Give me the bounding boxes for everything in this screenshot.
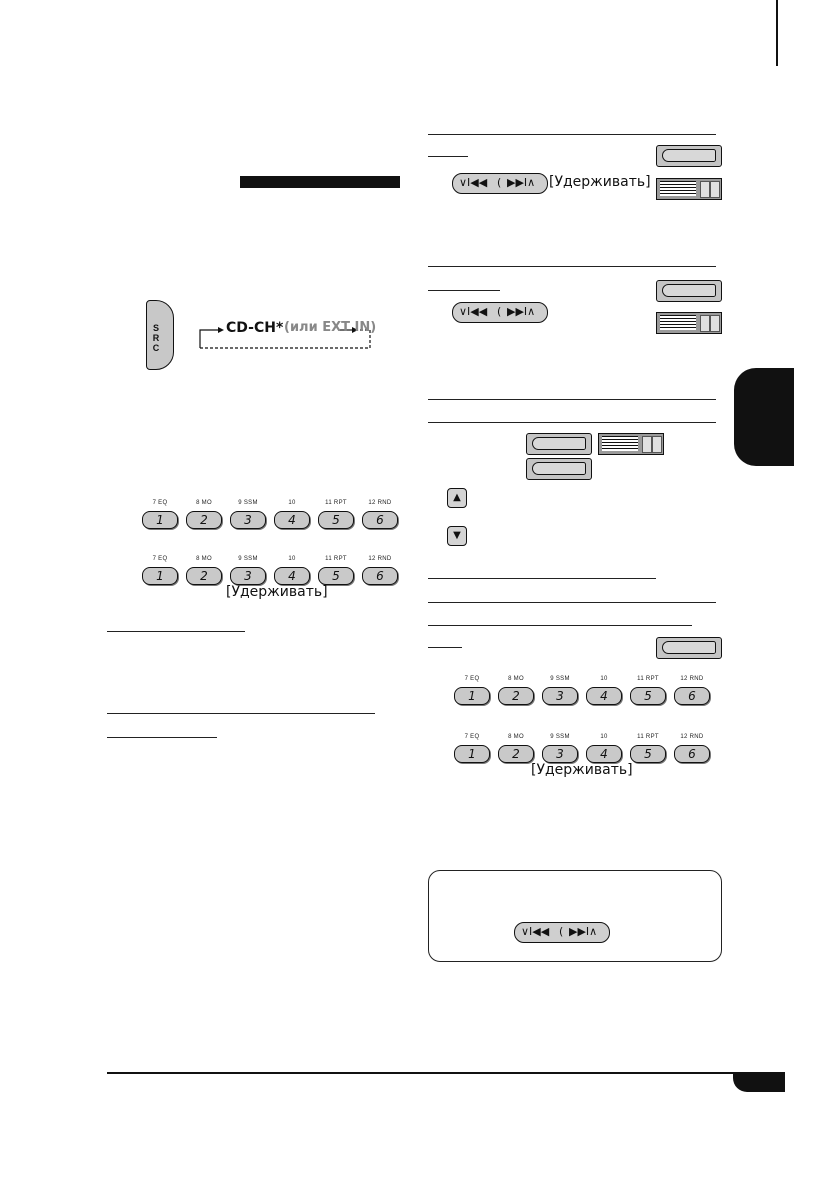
right-rule-2 [428, 156, 468, 157]
preset-label: 12 RND [680, 676, 704, 682]
hold-label-right-2: [Удерживать] [531, 762, 633, 778]
preset-button-4[interactable] [584, 676, 624, 710]
hold-label-left: [Удерживать] [226, 584, 328, 600]
skip-back-icon: ∨I◀◀ [459, 176, 488, 189]
preset-label: 8 MO [196, 500, 212, 506]
preset-number: 1 [468, 689, 476, 703]
preset-label: 11 RPT [325, 556, 347, 562]
preset-number: 6 [376, 569, 384, 583]
src-letter-c: C [152, 343, 160, 353]
preset-number: 3 [244, 569, 252, 583]
preset-button-4[interactable] [272, 500, 312, 534]
device-button[interactable] [526, 458, 592, 480]
preset-label: 7 EQ [152, 556, 168, 562]
preset-label: 8 MO [508, 676, 524, 682]
right-rule-5 [428, 399, 716, 400]
preset-number: 4 [600, 689, 608, 703]
preset-button-3[interactable] [540, 676, 580, 710]
skip-back-icon: ∨I◀◀ [521, 925, 550, 938]
device-button[interactable] [656, 637, 722, 659]
flow-sub-label: (или EXT IN) [284, 320, 377, 335]
device-button[interactable] [526, 433, 592, 455]
preset-label: 8 MO [508, 734, 524, 740]
preset-number: 3 [556, 747, 564, 761]
display-segment [700, 181, 710, 198]
display-lines [660, 181, 696, 196]
preset-button-2[interactable] [184, 500, 224, 534]
page-number-tab [733, 1074, 785, 1092]
preset-label: 12 RND [368, 556, 392, 562]
device-button[interactable] [656, 145, 722, 167]
right-rule-9 [428, 625, 692, 626]
separator-mark: ( [559, 925, 564, 938]
up-arrow-button[interactable] [447, 488, 467, 508]
right-rule-10 [428, 647, 462, 648]
left-rule-1 [107, 631, 245, 632]
hold-label-right-1: [Удерживать] [549, 174, 651, 190]
preset-label: 8 MO [196, 556, 212, 562]
preset-label: 9 SSM [550, 676, 570, 682]
preset-button-2[interactable] [496, 676, 536, 710]
preset-label: 9 SSM [238, 500, 258, 506]
preset-number: 4 [600, 747, 608, 761]
device-button[interactable] [656, 280, 722, 302]
preset-number: 6 [376, 513, 384, 527]
display-lines [660, 315, 696, 330]
track-selector[interactable] [452, 173, 548, 194]
right-rule-1 [428, 134, 716, 135]
preset-label: 7 EQ [464, 676, 480, 682]
separator-mark: ( [497, 305, 502, 318]
preset-label: 10 [288, 556, 296, 562]
display-segment [652, 436, 662, 453]
display-segment [710, 315, 720, 332]
preset-number: 5 [332, 513, 340, 527]
preset-label: 12 RND [368, 500, 392, 506]
separator-mark: ( [497, 176, 502, 189]
preset-button-5[interactable] [316, 500, 356, 534]
display-segment [642, 436, 652, 453]
track-selector[interactable] [452, 302, 548, 323]
preset-number: 5 [644, 747, 652, 761]
skip-forward-icon: ▶▶I∧ [507, 305, 536, 318]
up-arrow-icon: ▲ [453, 492, 461, 503]
preset-number: 1 [468, 747, 476, 761]
track-selector[interactable] [514, 922, 610, 943]
preset-row-left-1 [140, 500, 400, 534]
note-box [428, 870, 722, 962]
preset-number: 1 [156, 569, 164, 583]
preset-label: 7 EQ [464, 734, 480, 740]
preset-label: 10 [600, 734, 608, 740]
section-header-bar [240, 176, 400, 188]
preset-label: 11 RPT [637, 734, 659, 740]
preset-button-3[interactable] [228, 500, 268, 534]
left-rule-2 [107, 713, 375, 714]
right-rule-6 [428, 422, 716, 423]
right-rule-3 [428, 266, 716, 267]
preset-number: 6 [688, 747, 696, 761]
left-rule-3 [107, 737, 217, 738]
language-tab [734, 368, 794, 466]
preset-button-1[interactable] [452, 676, 492, 710]
preset-number: 3 [244, 513, 252, 527]
preset-label: 9 SSM [550, 734, 570, 740]
down-arrow-icon: ▼ [453, 530, 461, 541]
preset-button-6[interactable] [360, 556, 400, 590]
preset-number: 2 [512, 747, 520, 761]
preset-number: 5 [644, 689, 652, 703]
preset-button-5[interactable] [628, 676, 668, 710]
preset-label: 10 [288, 500, 296, 506]
top-right-rule [776, 0, 778, 66]
preset-label: 11 RPT [325, 500, 347, 506]
preset-number: 6 [688, 689, 696, 703]
right-rule-4 [428, 290, 500, 291]
src-button [146, 300, 174, 370]
display-panel [656, 312, 722, 334]
src-letter-s: S [152, 323, 159, 333]
right-rule-8 [428, 602, 716, 603]
preset-row-right-1 [452, 676, 712, 710]
preset-button-1[interactable] [452, 734, 492, 768]
preset-number: 2 [200, 513, 208, 527]
preset-label: 9 SSM [238, 556, 258, 562]
footer-rule [107, 1072, 785, 1074]
display-lines [602, 436, 638, 451]
down-arrow-button[interactable] [447, 526, 467, 546]
preset-button-6[interactable] [672, 676, 712, 710]
display-panel [656, 178, 722, 200]
right-rule-7 [428, 578, 656, 579]
preset-label: 10 [600, 676, 608, 682]
preset-label: 12 RND [680, 734, 704, 740]
preset-button-1[interactable] [140, 500, 180, 534]
preset-number: 2 [200, 569, 208, 583]
preset-button-6[interactable] [672, 734, 712, 768]
preset-button-5[interactable] [628, 734, 668, 768]
preset-button-2[interactable] [184, 556, 224, 590]
preset-button-1[interactable] [140, 556, 180, 590]
display-segment [700, 315, 710, 332]
preset-number: 5 [332, 569, 340, 583]
skip-forward-icon: ▶▶I∧ [569, 925, 598, 938]
display-segment [710, 181, 720, 198]
flow-main-label: CD-CH* [226, 320, 284, 336]
preset-label: 11 RPT [637, 676, 659, 682]
skip-forward-icon: ▶▶I∧ [507, 176, 536, 189]
preset-number: 2 [512, 689, 520, 703]
display-panel [598, 433, 664, 455]
preset-number: 3 [556, 689, 564, 703]
preset-number: 1 [156, 513, 164, 527]
preset-number: 4 [288, 569, 296, 583]
preset-number: 4 [288, 513, 296, 527]
preset-label: 7 EQ [152, 500, 168, 506]
preset-button-2[interactable] [496, 734, 536, 768]
preset-button-6[interactable] [360, 500, 400, 534]
skip-back-icon: ∨I◀◀ [459, 305, 488, 318]
src-letter-r: R [152, 333, 160, 343]
